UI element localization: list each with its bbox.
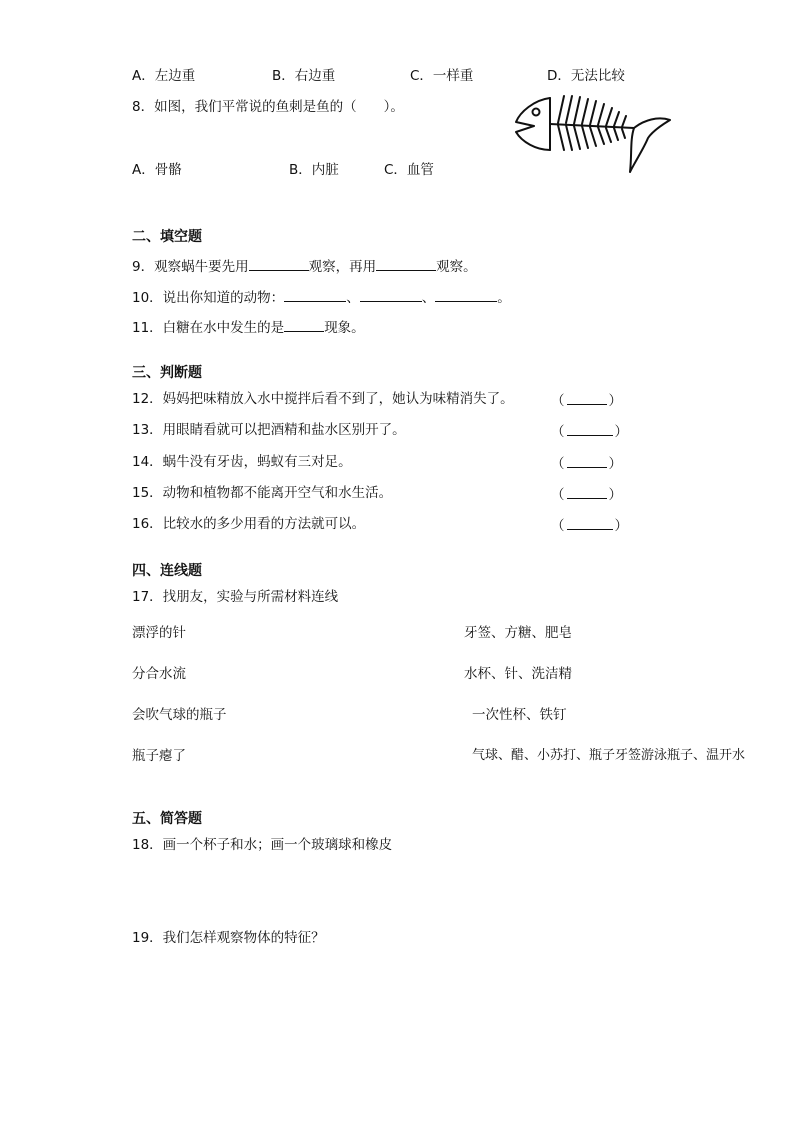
paren-close: ） [608,393,622,409]
q7-option-a: A．左边重 [132,68,196,84]
paren-close: ） [614,424,628,440]
paren-open: （ [551,424,565,440]
q9-text-c: 观察。 [436,259,477,275]
q17-title: 17．找朋友，实验与所需材料连线 [132,589,339,605]
fish-skeleton-image [512,88,676,176]
paren-open: （ [551,487,565,503]
q9-row [132,256,477,276]
section-match-title: 四、连线题 [132,563,202,579]
q8-option-a: A．骨骼 [132,162,182,178]
paren-open: （ [551,518,565,534]
q11-row [132,317,365,337]
q12-text: 12．妈妈把味精放入水中搅拌后看不到了，她认为味精消失了。 [132,391,514,407]
match-right-item[interactable]: 牙签、方糖、肥皂 [464,625,572,641]
q14-text: 14．蜗牛没有牙齿，蚂蚁有三对足。 [132,454,352,470]
q19-text: 19．我们怎样观察物体的特征？ [132,930,325,946]
match-left-item[interactable]: 漂浮的针 [132,625,186,641]
q8-question: 8．如图，我们平常说的鱼刺是鱼的（ ）。 [132,99,404,115]
q14-answer-blank[interactable] [567,453,607,468]
q9-blank-1[interactable] [249,256,309,271]
q10-blank-1[interactable] [284,287,346,302]
q16-answer-paren[interactable] [551,515,628,535]
q8-option-b: B．内脏 [289,162,339,178]
paren-open: （ [551,456,565,472]
q12-answer-blank[interactable] [567,390,607,405]
q10-sep-2: 、 [421,290,436,306]
q18-text: 18．画一个杯子和水；画一个玻璃球和橡皮 [132,837,393,853]
match-left-item[interactable]: 会吹气球的瓶子 [132,707,227,723]
q13-text: 13．用眼睛看就可以把酒精和盐水区别开了。 [132,422,406,438]
q9-text-b: 观察，再用 [308,259,377,275]
q7-option-d: D．无法比较 [547,68,625,84]
match-right-item[interactable]: 一次性杯、铁钉 [472,707,567,723]
match-right-item[interactable]: 水杯、针、洗洁精 [464,666,572,682]
match-left-item[interactable]: 瓶子瘪了 [132,748,186,764]
q11-blank[interactable] [284,317,324,332]
q10-sep-1: 、 [346,290,360,306]
section-fill-title: 二、填空题 [132,229,202,245]
q16-answer-blank[interactable] [567,515,613,530]
section-short-title: 五、简答题 [132,811,202,827]
q7-option-b: B．右边重 [272,68,336,84]
match-right-item[interactable]: 气球、醋、小苏打、瓶子牙签游泳瓶子、温开水 [472,748,746,763]
match-left-item[interactable]: 分合水流 [132,666,186,682]
q13-answer-blank[interactable] [567,421,613,436]
q16-text: 16．比较水的多少用看的方法就可以。 [132,516,366,532]
q15-answer-paren[interactable] [551,484,622,504]
paren-close: ） [608,487,622,503]
section-judge-title: 三、判断题 [132,365,202,381]
q8-option-c: C．血管 [384,162,434,178]
q10-text: 10．说出你知道的动物： [132,290,285,306]
q10-end: 。 [497,290,511,306]
q12-answer-paren[interactable] [551,390,622,410]
q9-text-a: 9．观察蜗牛要先用 [132,259,249,275]
q7-option-c: C．一样重 [410,68,474,84]
q11-text-a: 11．白糖在水中发生的是 [132,320,285,336]
q10-blank-3[interactable] [435,287,497,302]
paren-open: （ [551,393,565,409]
q15-answer-blank[interactable] [567,484,607,499]
paren-close: ） [614,518,628,534]
q9-blank-2[interactable] [376,256,436,271]
q14-answer-paren[interactable] [551,453,622,473]
paren-close: ） [608,456,622,472]
q10-blank-2[interactable] [360,287,422,302]
q11-text-b: 现象。 [324,320,365,336]
q13-answer-paren[interactable] [551,421,628,441]
q10-row [132,287,511,307]
q15-text: 15．动物和植物都不能离开空气和水生活。 [132,485,393,501]
